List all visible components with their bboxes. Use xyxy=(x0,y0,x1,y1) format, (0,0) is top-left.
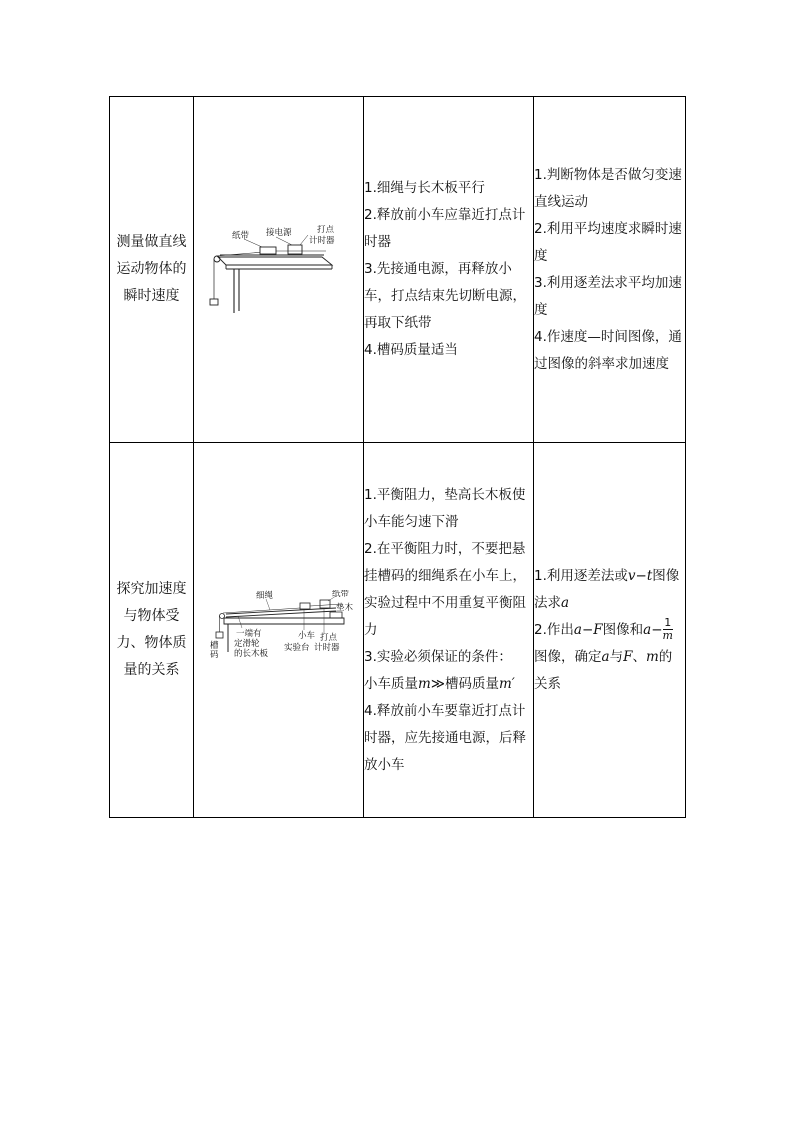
label-paper-tape: 纸带 xyxy=(231,230,249,241)
condition-m-prime: m′ xyxy=(498,675,515,692)
label-weight-2: 码 xyxy=(209,650,219,660)
methods-cell xyxy=(534,97,686,443)
experiment-table xyxy=(109,96,686,818)
condition-weight-mass: 槽码质量 xyxy=(444,675,499,692)
label-board-3: 的长木板 xyxy=(233,649,268,659)
method-item: 3.利用逐差法求平均加速度 xyxy=(534,274,682,318)
note-item: 2.在平衡阻力时，不要把悬挂槽码的细绳系在小车上，实验过程中不用重复平衡阻力 xyxy=(364,540,526,638)
label-cart: 小车 xyxy=(297,631,315,641)
condition-relation: ≫ xyxy=(430,675,445,692)
label-timer-2: 计时器 xyxy=(308,235,335,246)
condition-cart-mass: 小车质量 xyxy=(364,675,418,692)
condition-line xyxy=(364,671,533,698)
method-item: 4.作速度—时间图像，通过图像的斜率求加速度 xyxy=(534,328,682,372)
acceleration-apparatus-diagram xyxy=(204,590,354,670)
note-item: 1.平衡阻力，垫高长木板使小车能匀速下滑 xyxy=(364,486,526,530)
notes-cell xyxy=(364,97,534,443)
methods-cell xyxy=(534,443,686,818)
label-board-2: 定滑轮 xyxy=(233,639,260,649)
method-item: 1.利用逐差法或v−t图像法求a xyxy=(534,567,680,611)
apparatus-figure-cell xyxy=(194,443,364,818)
label-board-1: 一端有 xyxy=(235,629,262,639)
label-timer-1: 打点 xyxy=(316,224,334,235)
label-timer-2: 计时器 xyxy=(313,643,340,653)
note-item: 4.槽码质量适当 xyxy=(364,342,458,358)
experiment-name: 测量做直线运动物体的瞬时速度 xyxy=(116,234,187,304)
note-item: 1.细绳与长木板平行 xyxy=(364,180,485,196)
method-item: 2.利用平均速度求瞬时速度 xyxy=(534,220,682,264)
experiment-name-cell xyxy=(110,443,194,818)
experiment-name: 探究加速度与物体受力、物体质量的关系 xyxy=(116,581,187,678)
label-paper-tape: 纸带 xyxy=(331,590,349,599)
note-item: 3.先接通电源，再释放小车，打点结束先切断电源，再取下纸带 xyxy=(364,261,526,331)
label-weight-1: 槽 xyxy=(209,641,219,651)
label-table: 实验台 xyxy=(283,643,310,653)
table-row xyxy=(110,443,686,818)
label-string: 细绳 xyxy=(255,591,273,601)
apparatus-figure-cell xyxy=(194,97,364,443)
notes-cell xyxy=(364,443,534,818)
velocity-apparatus-diagram xyxy=(204,225,354,315)
condition-m: m xyxy=(418,675,431,692)
note-item: 3.实验必须保证的条件： xyxy=(364,648,512,665)
label-power: 接电源 xyxy=(265,227,292,238)
table-row xyxy=(110,97,686,443)
method-item: 2.作出a−F图像和a− $\frac{1}{m}$ 图像，确定a与F、m的关系 xyxy=(534,616,673,692)
label-timer-1: 打点 xyxy=(319,633,337,643)
note-item: 2.释放前小车应靠近打点计时器 xyxy=(364,207,526,250)
fraction-one-over-m: $\frac{1}{m}$ xyxy=(662,616,673,642)
method-item: 1.判断物体是否做匀变速直线运动 xyxy=(534,166,682,210)
note-item: 4.释放前小车要靠近打点计时器，应先接通电源，后释放小车 xyxy=(364,702,526,773)
label-wedge: 垫木 xyxy=(335,603,353,613)
experiment-name-cell xyxy=(110,97,194,443)
